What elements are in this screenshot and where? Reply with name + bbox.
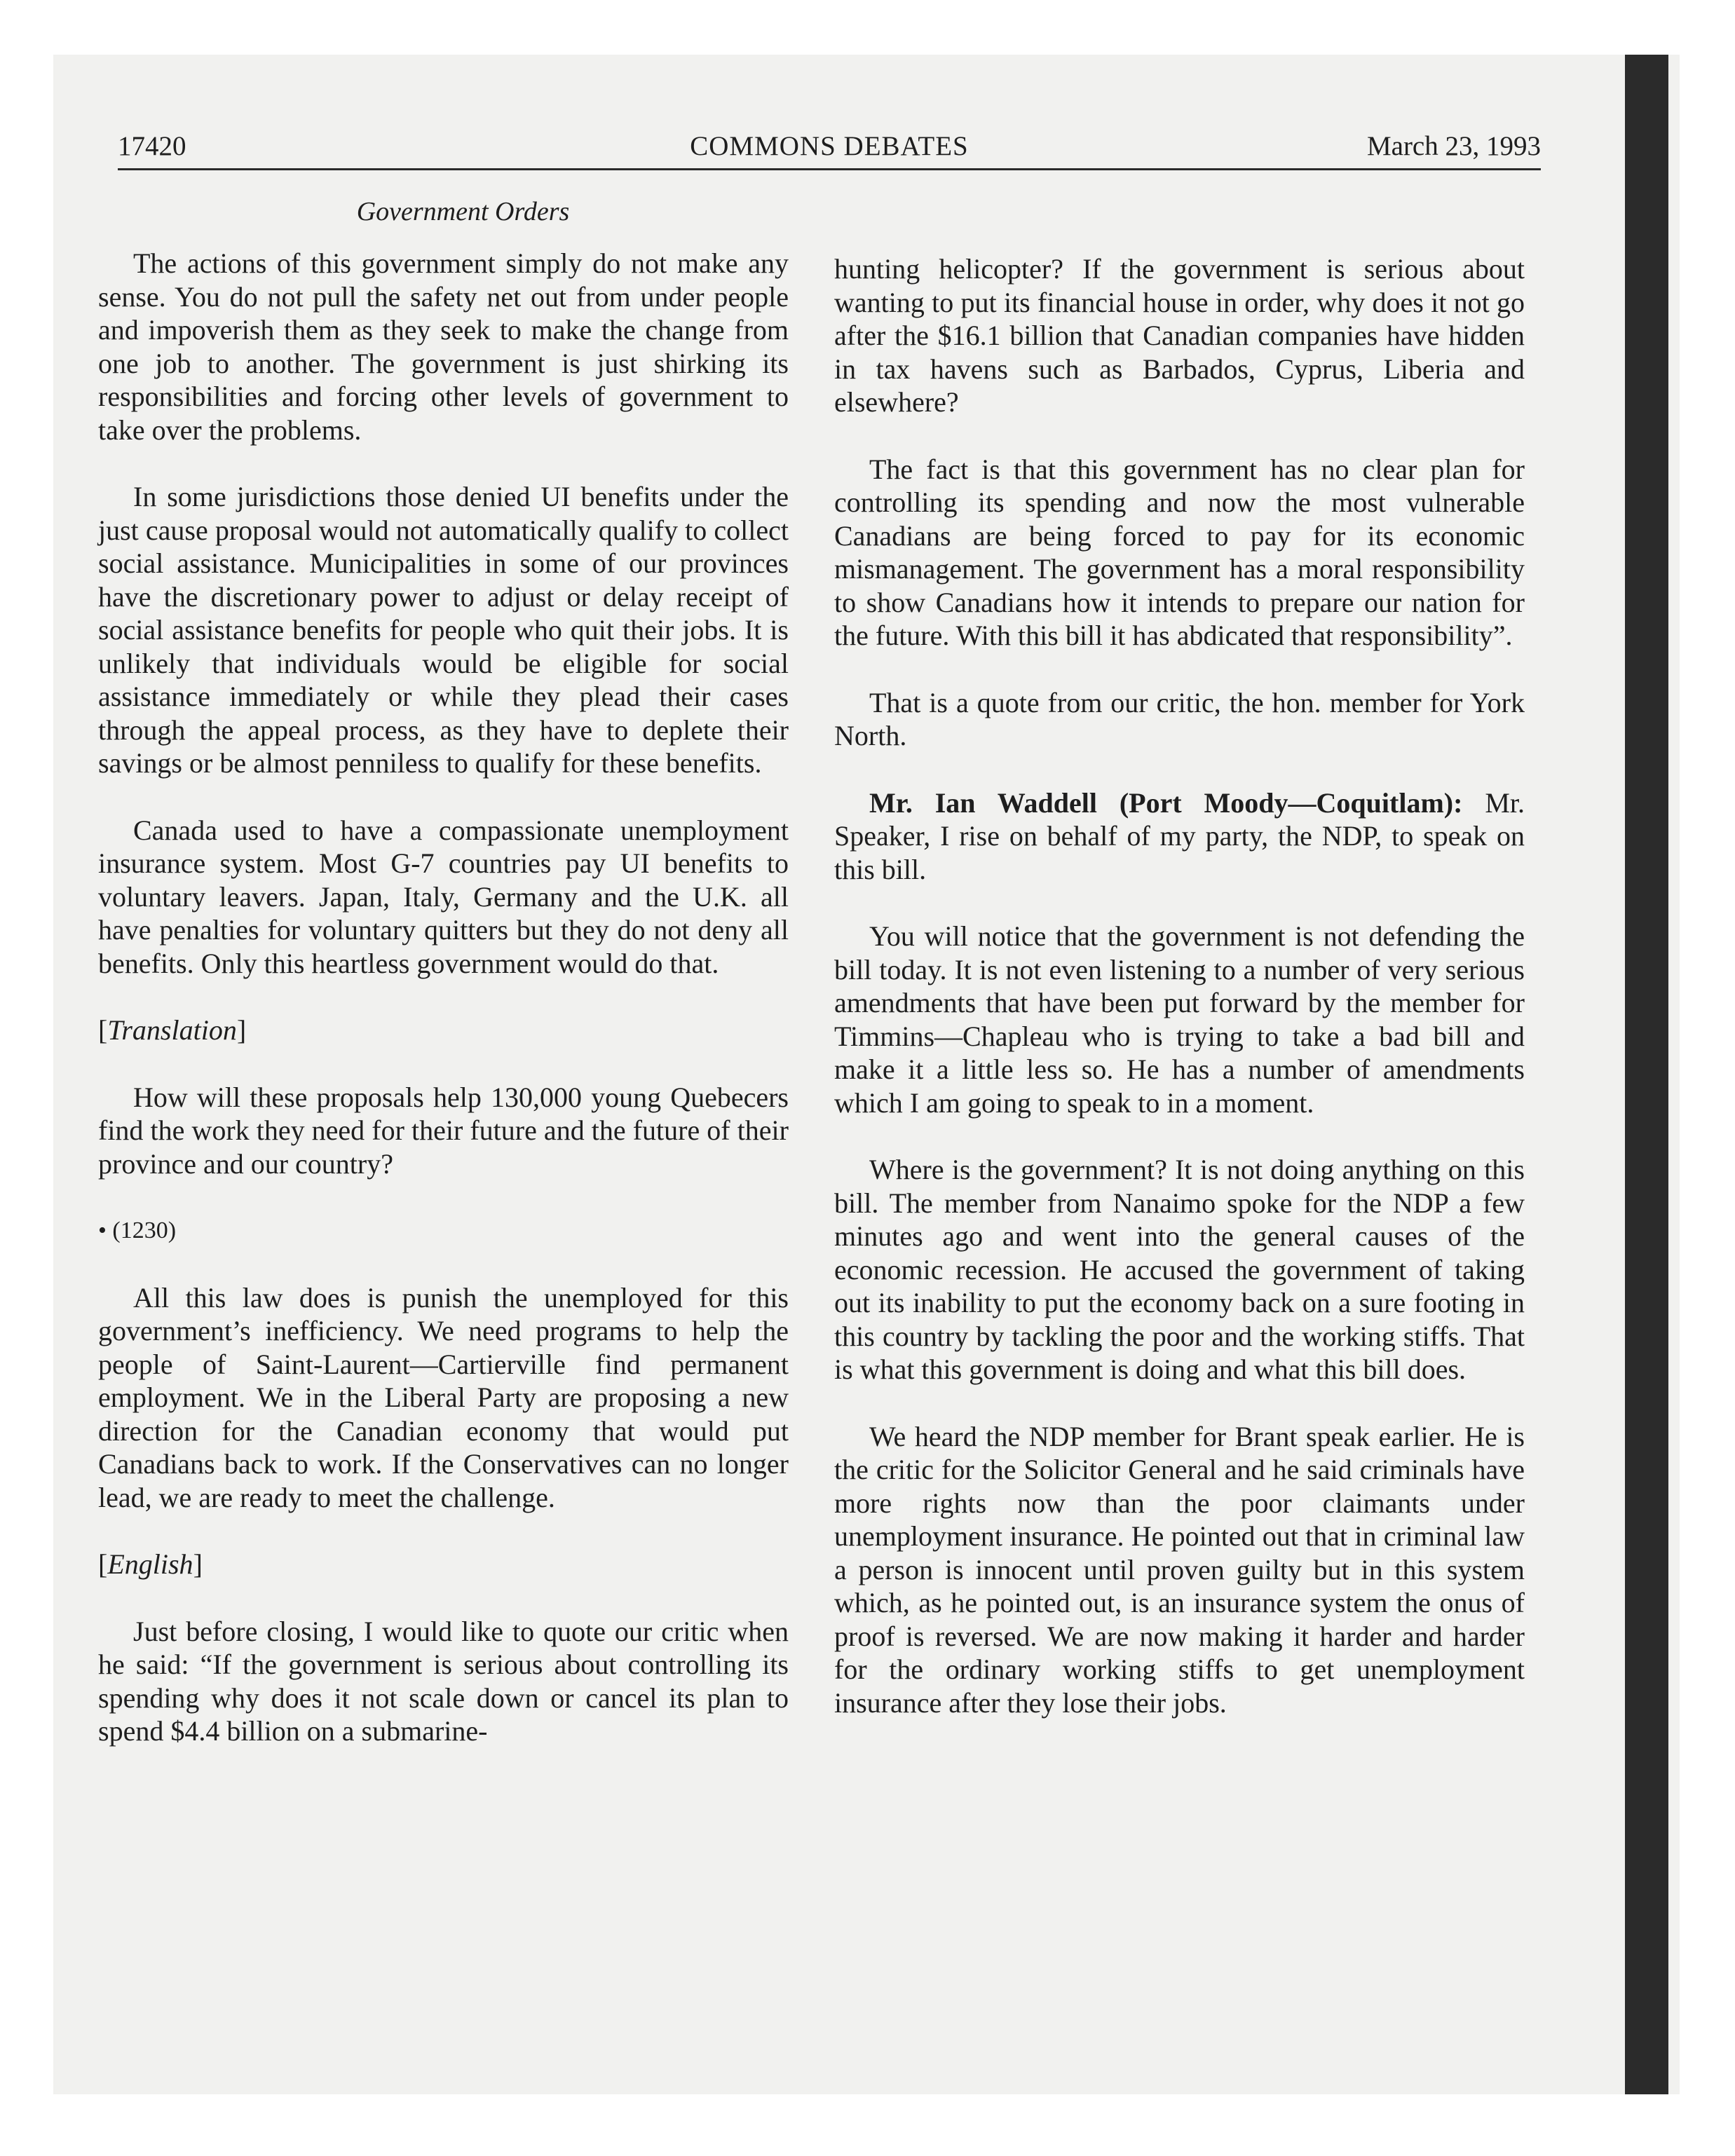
speaker-name: Mr. Ian Waddell (Port Moody—Coquitlam): — [869, 786, 1463, 819]
paragraph: All this law does is punish the unemployed for this government’s inefficiency. We need programs to help the people of Saint-Laurent—Cartierville find permanent employment. We in the Liberal Party are proposing a new direction for the Canadian economy that would put Canadians back to work. If the Conservatives can no longer lead, we are ready to meet the challenge. — [98, 1281, 789, 1513]
scan-edge-shadow — [1625, 55, 1668, 2094]
page-header — [118, 125, 1541, 167]
paragraph: How will these proposals help 130,000 young Quebecers find the work they need for their future and the future of their province and our country? — [98, 1081, 789, 1180]
paragraph: Just before closing, I would like to quote our critic when he said: “If the government is serious about controlling its spending why does it not scale down or cancel its plan to spend $4.4 billion on a submarine- — [98, 1615, 789, 1747]
speaker-paragraph — [834, 786, 1525, 887]
header-rule — [118, 168, 1541, 170]
time-marker: • (1230) — [98, 1217, 177, 1243]
paragraph: You will notice that the government is not defending the bill today. It is not even listening to a number of very serious amendments that have been put forward by the member for Timmins—Chapleau who is trying to take a bad bill and make it a little less so. He has a number of amendments which I am going to speak to in a moment. — [834, 920, 1525, 1119]
section-title: Government Orders — [356, 197, 570, 226]
page-number: 17420 — [118, 131, 186, 161]
paragraph: We heard the NDP member for Brant speak earlier. He is the critic for the Solicitor General and he said criminals have more rights now than the poor claimants under unemployment insurance. He pointed out that in criminal law a person is innocent until proven guilty but in this system which, as he pointed out, is an insurance system the onus of proof is reversed. We are now making it harder and harder for the ordinary working stiffs to get unemployment insurance after they lose their jobs. — [834, 1420, 1525, 1719]
paragraph: The actions of this government simply do not make any sense. You do not pull the safety net out from under people and impoverish them as they seek to make the change from one job to another. The government is just shirking its responsibilities and forcing other levels of government to take over the problems. — [98, 247, 789, 446]
paragraph: That is a quote from our critic, the hon. member for York North. — [834, 686, 1525, 751]
left-column — [98, 247, 789, 1782]
paragraph: The fact is that this government has no clear plan for controlling its spending and now the most vulnerable Canadians are being forced to pay for its economic mismanagement. The government has a moral responsibility to show Canadians how it intends to prepare our nation for the future. With this bill it has abdicated that responsibility”. — [834, 453, 1525, 651]
publication-date: March 23, 1993 — [1366, 131, 1541, 161]
language-label-translation: [Translation] — [98, 1014, 247, 1046]
language-label-english: [English] — [98, 1548, 203, 1580]
speaker-text: Mr. Speaker, I rise on behalf of my party, the NDP, to speak on this bill. — [834, 786, 1525, 885]
paragraph: hunting helicopter? If the government is serious about wanting to put its financial house in order, why does it not go after the $16.1 billion that Canadian companies have hidden in tax havens such as Barbados, Cyprus, Liberia and elsewhere? — [834, 253, 1525, 418]
right-column — [834, 252, 1525, 1753]
paragraph: In some jurisdictions those denied UI benefits under the just cause proposal would not automatically qualify to collect social assistance. Municipalities in some of our provinces have the discretionary power to adjust or delay receipt of social assistance benefits for people who quit their jobs. It is unlikely that individuals would be eligible for social assistance immediately or while they plead their cases through the appeal process, as they have to deplete their savings or be almost penniless to qualify for these benefits. — [98, 481, 789, 779]
paragraph: Where is the government? It is not doing anything on this bill. The member from Nanaimo spoke for the NDP a few minutes ago and went into the general causes of the economic recession. He accused the government of taking out its inability to put the economy back on a sure footing in this country by tackling the poor and the working stiffs. That is what this government is doing and what this bill does. — [834, 1154, 1525, 1385]
paragraph: Canada used to have a compassionate unemployment insurance system. Most G-7 countries pay UI benefits to voluntary leavers. Japan, Italy, Germany and the U.K. all have penalties for voluntary quitters but they do not deny all benefits. Only this heartless government would do that. — [98, 814, 789, 979]
publication-title: COMMONS DEBATES — [690, 131, 969, 161]
